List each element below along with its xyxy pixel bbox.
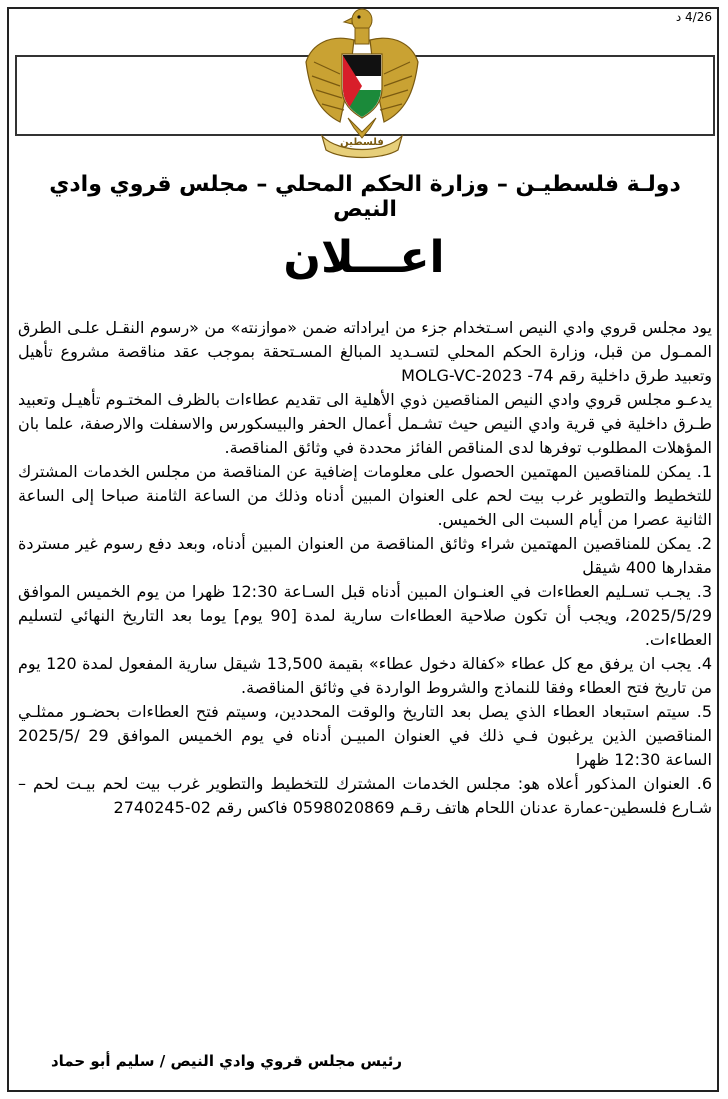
intro-paragraph: يدعـو مجلس قروي وادي النيص المناقصين ذوي الأهلية الى تقديم عطاءات بالظرف المختـوم تأهيـل وتعبيد طـرق داخلية في قرية وادي النيص حيث تشـمل أعمال الحفر والبيسكورس والاسفلت والارصفة، علما بان المؤهلات المطلوب توفرها لدى المناقص الفائز محددة في وثائق المناقصة. — [18, 390, 712, 457]
announcement-title: اعـــلان — [283, 232, 445, 283]
list-item: 5. سيتم استبعاد العطاء الذي يصل بعد التاريخ والوقت المحددين، وسيتم فتح العطاءات بحضـور ممثلـي المناقصين الذين يرغبون فـي ذلك في العنوان المبيـن أدناه في يوم الخميس الموافق 29 /2025/5 الساعة 12:30 ظهرا — [18, 702, 712, 769]
page-reference: 4/26 د — [675, 10, 712, 24]
emblem-label: فلسطين — [340, 137, 384, 148]
intro-paragraph: يود مجلس قروي وادي النيص اسـتخدام جزء من ايراداته ضمن «موازنته» من «رسوم النقـل علـى الطرق الممـول من قبل، وزارة الحكم المحلي لتسـديد المبالغ المسـتحقة بموجب عقد مناقصة مشروع تأهيل وتعبيد طرق داخلية رقم 74- MOLG-VC-2023 — [18, 318, 712, 385]
announcement-body — [18, 316, 712, 820]
list-item: 2. يمكن للمناقصين المهتمين شراء وثائق المناقصة من العنوان المبين أدناه، وبعد دفع رسوم غير مستردة مقدارها 400 شيقل — [18, 534, 712, 577]
header-line: دولـة فلسطيـن – وزارة الحكم المحلي – مجلس قروي وادي النيص — [49, 172, 681, 222]
list-item: 4. يجب ان يرفق مع كل عطاء «كفالة دخول عطاء» بقيمة 13,500 شيقل سارية المفعول لمدة 120 يوم من تاريخ فتح العطاء وفقا للنماذج والشروط الواردة في وثائق المناقصة. — [18, 654, 713, 697]
list-item: 6. العنوان المذكور أعلاه هو: مجلس الخدمات المشترك للتخطيط والتطوير غرب بيت لحم بيـت لحم – شـارع فلسطين-عمارة عدنان اللحام هاتف رقـم 0598020869 فاكس رقم 02-2740245 — [18, 774, 712, 817]
signature-line: رئيس مجلس قروي وادي النيص / سليم أبو حماد — [50, 1052, 402, 1070]
list-item: 1. يمكن للمناقصين المهتمين الحصول على معلومات إضافية عن المناقصة من مجلس الخدمات المشترك للتخطيط والتطوير غرب بيت لحم على العنوان المبين أدناه وذلك من الساعة الثامنة صباحا إلى الساعة الثانية عصرا من أيام السبت الى الخميس. — [18, 462, 712, 529]
list-item: 3. يجـب تسـليم العطاءات في العنـوان المبين أدناه قبل السـاعة 12:30 ظهرا من يوم الخميس الموافق 2025/5/29، ويجب أن تكون صلاحية العطاءات سارية لمدة [90 يوم] يوما بعد التاريخ النهائي لتسليم العطاءات. — [18, 582, 712, 649]
